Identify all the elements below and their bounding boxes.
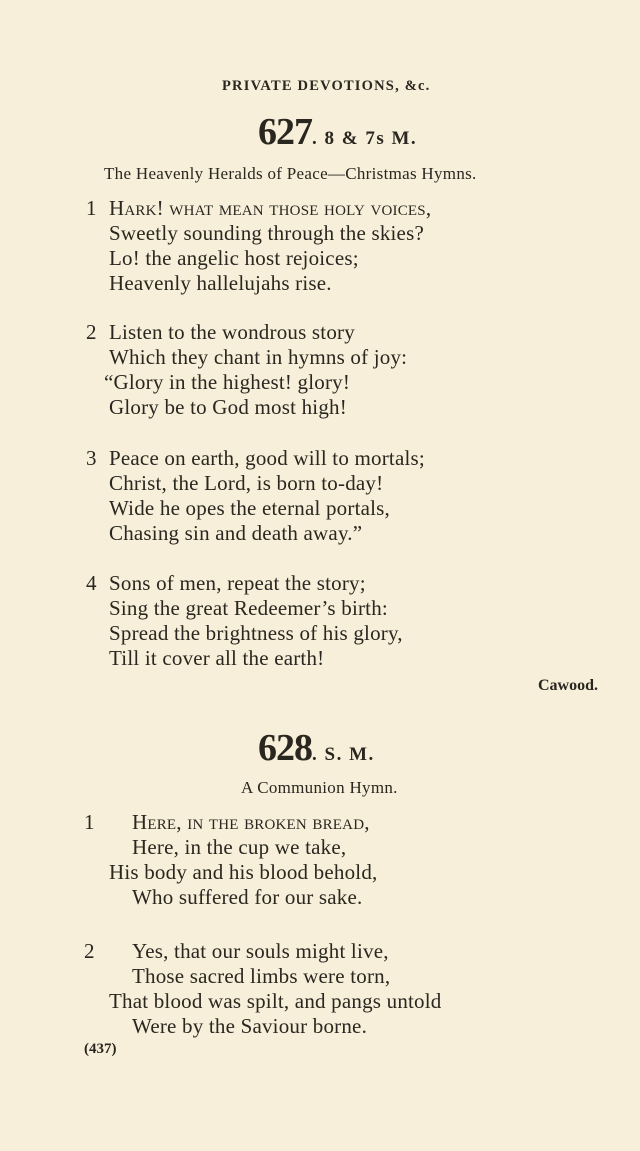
hymn-meter: . S. M. <box>312 744 375 765</box>
verse-line: Till it cover all the earth! <box>109 646 325 670</box>
hymn-628-heading <box>258 726 375 770</box>
verse-line: Here, in the cup we take, <box>132 835 347 859</box>
hymn-number: 627 <box>258 111 312 153</box>
verse-line: Lo! the angelic host rejoices; <box>109 246 359 270</box>
hymn-number: 628 <box>258 727 312 769</box>
verse-line: Yes, that our souls might live, <box>132 939 389 963</box>
running-header: PRIVATE DEVOTIONS, &c. <box>222 78 431 94</box>
verse-line-text: Here, in the broken bread, <box>132 810 370 834</box>
verse-line: That blood was spilt, and pangs untold <box>109 989 442 1013</box>
verse-line: Sing the great Redeemer’s birth: <box>109 596 388 620</box>
verse-number: 1 <box>84 810 95 834</box>
verse-line <box>109 196 431 221</box>
verse-number: 2 <box>86 320 97 344</box>
verse-number: 4 <box>86 571 97 595</box>
hymn-title: A Communion Hymn. <box>241 778 398 797</box>
verse-line: Listen to the wondrous story <box>109 320 355 344</box>
verse-line: Who suffered for our sake. <box>132 885 363 909</box>
verse-line: Peace on earth, good will to mortals; <box>109 446 425 470</box>
page-number: (437) <box>84 1041 117 1057</box>
verse-line: Christ, the Lord, is born to-day! <box>109 471 384 495</box>
verse-line: Heavenly hallelujahs rise. <box>109 271 332 295</box>
verse-line: Chasing sin and death away.” <box>109 521 363 545</box>
verse-line: Were by the Saviour borne. <box>132 1014 368 1038</box>
verse-line: Glory be to God most high! <box>109 395 347 419</box>
verse-number: 1 <box>86 196 97 220</box>
verse-line: “Glory in the highest! glory! <box>104 370 351 394</box>
hymn-author: Cawood. <box>537 677 598 694</box>
verse-line: Those sacred limbs were torn, <box>132 964 391 988</box>
verse-line: Spread the brightness of his glory, <box>109 621 403 645</box>
hymn-title: The Heavenly Heralds of Peace—Christmas Hymns. <box>104 164 477 183</box>
verse-line: Wide he opes the eternal portals, <box>109 496 390 520</box>
hymn-627-heading <box>258 110 417 154</box>
verse-line-text: Hark! what mean those holy voices, <box>109 196 432 220</box>
verse-number: 3 <box>86 446 97 470</box>
verse-line: Sweetly sounding through the skies? <box>109 221 424 245</box>
verse-line: Sons of men, repeat the story; <box>109 571 366 595</box>
verse-line <box>132 810 370 835</box>
verse-number: 2 <box>84 939 95 963</box>
hymn-meter: . 8 & 7s M. <box>312 128 418 149</box>
verse-line: Which they chant in hymns of joy: <box>109 345 408 369</box>
verse-line: His body and his blood behold, <box>109 860 378 884</box>
